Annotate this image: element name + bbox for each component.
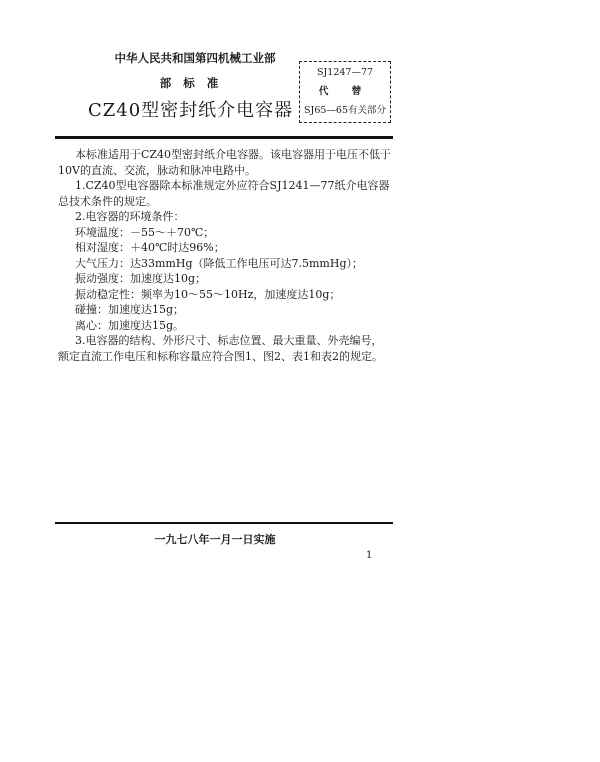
clause-2: 2.电容器的环境条件：: [75, 210, 185, 223]
condition-item: 环境温度：－55～＋70℃；: [75, 225, 215, 239]
document-title: CZ40型密封纸介电容器: [88, 100, 294, 121]
footer-divider: [55, 522, 393, 524]
replaces-label: 代 替: [318, 86, 372, 97]
standard-code-box: [299, 61, 391, 123]
condition-item: 离心：加速度达15g。: [75, 318, 185, 332]
page-number: 1: [366, 550, 373, 561]
issuing-organization: 中华人民共和国第四机械工业部: [114, 51, 276, 65]
clause-3: 3.电容器的结构、外形尺寸、标志位置、最大重量、外壳编号，额定直流工作电压和标称容量应符合图1、图2、表1和表2的规定。: [58, 334, 383, 363]
intro-paragraph: 本标准适用于CZ40型密封纸介电容器。该电容器用于电压不低于10V的直流、交流，脉动和脉冲电路中。: [58, 148, 392, 177]
standard-type: 部标准: [159, 76, 231, 90]
condition-item: 大气压力：达33mmHg（降低工作电压可达7.5mmHg）；: [75, 256, 363, 270]
condition-item: 振动强度：加速度达10g；: [75, 272, 207, 285]
document-body: [58, 147, 392, 364]
condition-item: 碰撞：加速度达15g；: [75, 303, 185, 316]
clause-1: 1.CZ40型电容器除本标准规定外应符合SJ1241—77纸介电容器总技术条件的规定。: [58, 179, 390, 208]
condition-item: 相对湿度：＋40℃时达96%；: [75, 241, 225, 254]
effective-date: 一九七八年一月一日实施: [154, 533, 276, 546]
header-divider: [55, 136, 393, 139]
standard-code: SJ1247—77: [316, 67, 374, 78]
condition-item: 振动稳定性：频率为10～55～10Hz，加速度达10g；: [75, 287, 341, 301]
replaced-standard: SJ65—65有关部分: [304, 105, 386, 116]
